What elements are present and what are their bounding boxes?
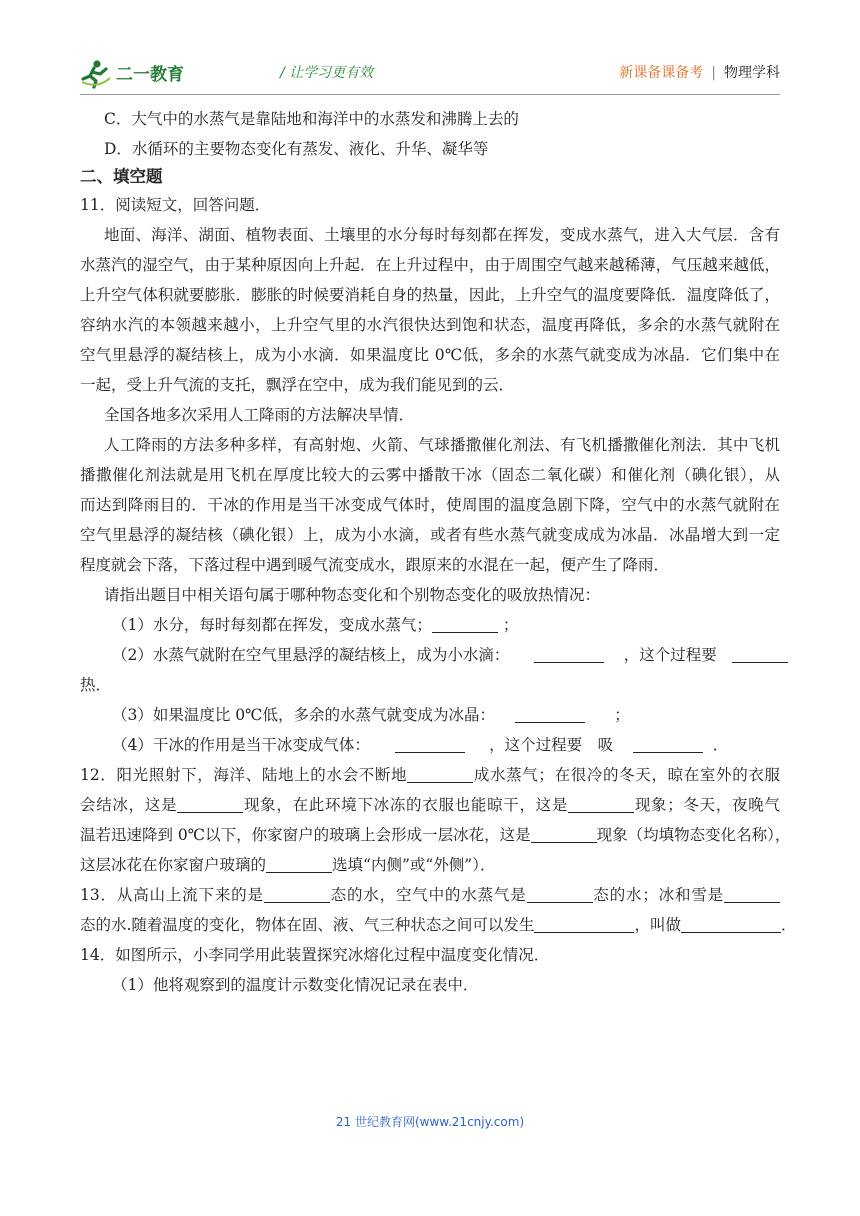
running-figure-icon — [82, 60, 110, 87]
answer-blank[interactable] — [724, 885, 780, 903]
answer-blank[interactable] — [534, 645, 604, 663]
q11-sub3 — [80, 700, 780, 730]
document-body — [80, 104, 797, 1000]
q11-p3-line: 程度就会下落，下落过程中遇到暖气流变成水，跟原来的水混在一起，便产生了降雨． — [80, 556, 670, 574]
q13-text: ，叫做 — [634, 916, 681, 934]
q11-p3-line: 人工降雨的方法多种多样，有高射炮、火箭、气球播撒催化剂法、有飞机播撒催化剂法．其中飞机 — [104, 436, 780, 454]
q11-p1-line: 地面、海洋、湖面、植物表面、土壤里的水分每时每刻都在挥发，变成水蒸气，进入大气层．含有 — [104, 226, 780, 244]
q11-sub4-mid: ，这个过程要 吸 — [489, 736, 614, 754]
header-subject — [619, 62, 780, 82]
answer-blank[interactable] — [531, 825, 597, 843]
q12-line — [80, 850, 780, 880]
q12-text: 温若迅速降到 0℃以下，你家窗户的玻璃上会形成一层冰花，这是 — [80, 826, 531, 844]
q12-text: 12．阳光照射下，海洋、陆地上的水会不断地 — [80, 766, 408, 784]
q11-sub2-mid: ，这个过程要 — [623, 646, 717, 664]
q11-sub4 — [80, 730, 780, 760]
option-d: D．水循环的主要物态变化有蒸发、液化、升华、凝华等 — [104, 140, 489, 158]
q11-sub4-text: （4）干冰的作用是当干冰变成气体： — [112, 736, 370, 754]
q12-text: 成水蒸气；在很冷的冬天，晾在室外的衣服 — [473, 766, 780, 784]
footer: 21 世纪教育网(www.21cnjy.com) — [335, 1115, 525, 1129]
q11-sub1-text: （1）水分，每时每刻都在挥发，变成水蒸气； — [112, 616, 432, 634]
q11-sub1-end: ； — [502, 616, 519, 634]
q11-p1-line: 一起，受上升气流的支托，飘浮在空中，成为我们能见到的云． — [80, 376, 515, 394]
q11-p3-line: 播撒催化剂法就是用飞机在厚度比较大的云雾中播散干冰（固态二氧化碳）和催化剂（碘化银），从 — [80, 466, 780, 484]
header-subject-label: 物理学科 — [724, 65, 780, 81]
answer-blank[interactable] — [264, 885, 330, 903]
answer-blank[interactable] — [527, 885, 593, 903]
q13-text: 态的水.随着温度的变化，物体在固、液、气三种状态之间可以发生 — [80, 916, 535, 934]
q13-text: 13．从高山上流下来的是 — [80, 886, 264, 904]
q12-text: 会结冰，这是 — [80, 796, 178, 814]
q11-p3-line: 空气里悬浮的凝结核（碘化银）上，成为小水滴，或者有些水蒸气就变成成为冰晶．冰晶增大到一定 — [80, 526, 780, 544]
q12-line — [80, 790, 780, 820]
answer-blank[interactable] — [534, 915, 634, 933]
q11-sub3-end: ； — [614, 706, 630, 724]
q11-p2: 全国各地多次采用人工降雨的方法解决旱情． — [104, 406, 415, 424]
answer-blank[interactable] — [681, 915, 781, 933]
answer-blank[interactable] — [395, 735, 465, 753]
q12-line — [80, 820, 791, 850]
q11-sub4-end: ． — [712, 736, 729, 754]
answer-blank[interactable] — [432, 615, 498, 633]
q11-sub3-text: （3）如果温度比 0℃低，多余的水蒸气就变成为冰晶： — [112, 706, 495, 724]
q11-p1-line: 容纳水汽的本领越来越小，上升空气里的水汽很快达到饱和状态，温度再降低，多余的水蒸气就附在 — [80, 316, 780, 334]
q11-p3-line: 而达到降雨目的．干冰的作用是当干冰变成气体时，使周围的温度急剧下降，空气中的水蒸气就附在 — [80, 496, 780, 514]
logo — [80, 58, 280, 88]
header-course-label: 新课备课备考 — [619, 65, 704, 81]
q11-sub1 — [80, 610, 780, 640]
option-c: C．大气中的水蒸气是靠陆地和海洋中的水蒸发和沸腾上去的 — [104, 110, 519, 128]
q13-line — [80, 880, 780, 910]
q12-text: 现象；冬天，夜晚气 — [634, 796, 780, 814]
answer-blank[interactable] — [407, 765, 473, 783]
q11-p1-line: 空气里悬浮的凝结核上，成为小水滴．如果温度比 0℃低，多余的水蒸气就变成为冰晶．它们集中在 — [80, 346, 780, 364]
q12-text: 现象，在此环境下冰冻的衣服也能晾干，这是 — [243, 796, 569, 814]
q11-stem: 11．阅读短文，回答问题． — [80, 196, 271, 214]
answer-blank[interactable] — [568, 795, 634, 813]
answer-blank[interactable] — [177, 795, 243, 813]
page-header — [80, 58, 780, 92]
q13-text: ． — [780, 916, 797, 934]
answer-blank[interactable] — [515, 705, 585, 723]
q11-sub2-end: 热． — [80, 676, 112, 694]
q13-text: 态的水；冰和雪是 — [592, 886, 724, 904]
answer-blank[interactable] — [732, 645, 788, 663]
q14-sub1: （1）他将观察到的温度计示数变化情况记录在表中． — [112, 976, 479, 994]
answer-blank[interactable] — [266, 855, 332, 873]
q12-line — [80, 760, 780, 790]
section-title: 二、填空题 — [80, 167, 163, 186]
q12-text: 现象（均填物态变化名称）， — [596, 826, 791, 844]
q13-line — [80, 910, 797, 940]
slogan: / 让学习更有效 — [280, 65, 374, 81]
q14-stem: 14．如图所示，小李同学用此装置探究冰熔化过程中温度变化情况． — [80, 946, 550, 964]
q11-p1-line: 上升空气体积就要膨胀．膨胀的时候要消耗自身的热量，因此，上升空气的温度要降低．温度降低了， — [80, 286, 780, 304]
header-rule — [80, 94, 780, 95]
q13-text: 态的水，空气中的水蒸气是 — [329, 886, 527, 904]
answer-blank[interactable] — [633, 735, 703, 753]
header-separator: | — [711, 65, 716, 81]
q11-prompt: 请指出题目中相关语句属于哪种物态变化和个别物态变化的吸放热情况： — [104, 586, 601, 604]
q11-sub2 — [80, 640, 780, 670]
q11-sub2-text: （2）水蒸气就附在空气里悬浮的凝结核上，成为小水滴： — [112, 646, 510, 664]
q12-text: 这层冰花在你家窗户玻璃的 — [80, 856, 267, 874]
logo-text: 二一教育 — [116, 65, 184, 85]
q11-p1-line: 水蒸汽的湿空气，由于某种原因向上升起．在上升过程中，由于周围空气越来越稀薄，气压越来越低， — [80, 256, 780, 274]
q12-text: 选填“内侧”或“外侧”）． — [332, 856, 496, 874]
